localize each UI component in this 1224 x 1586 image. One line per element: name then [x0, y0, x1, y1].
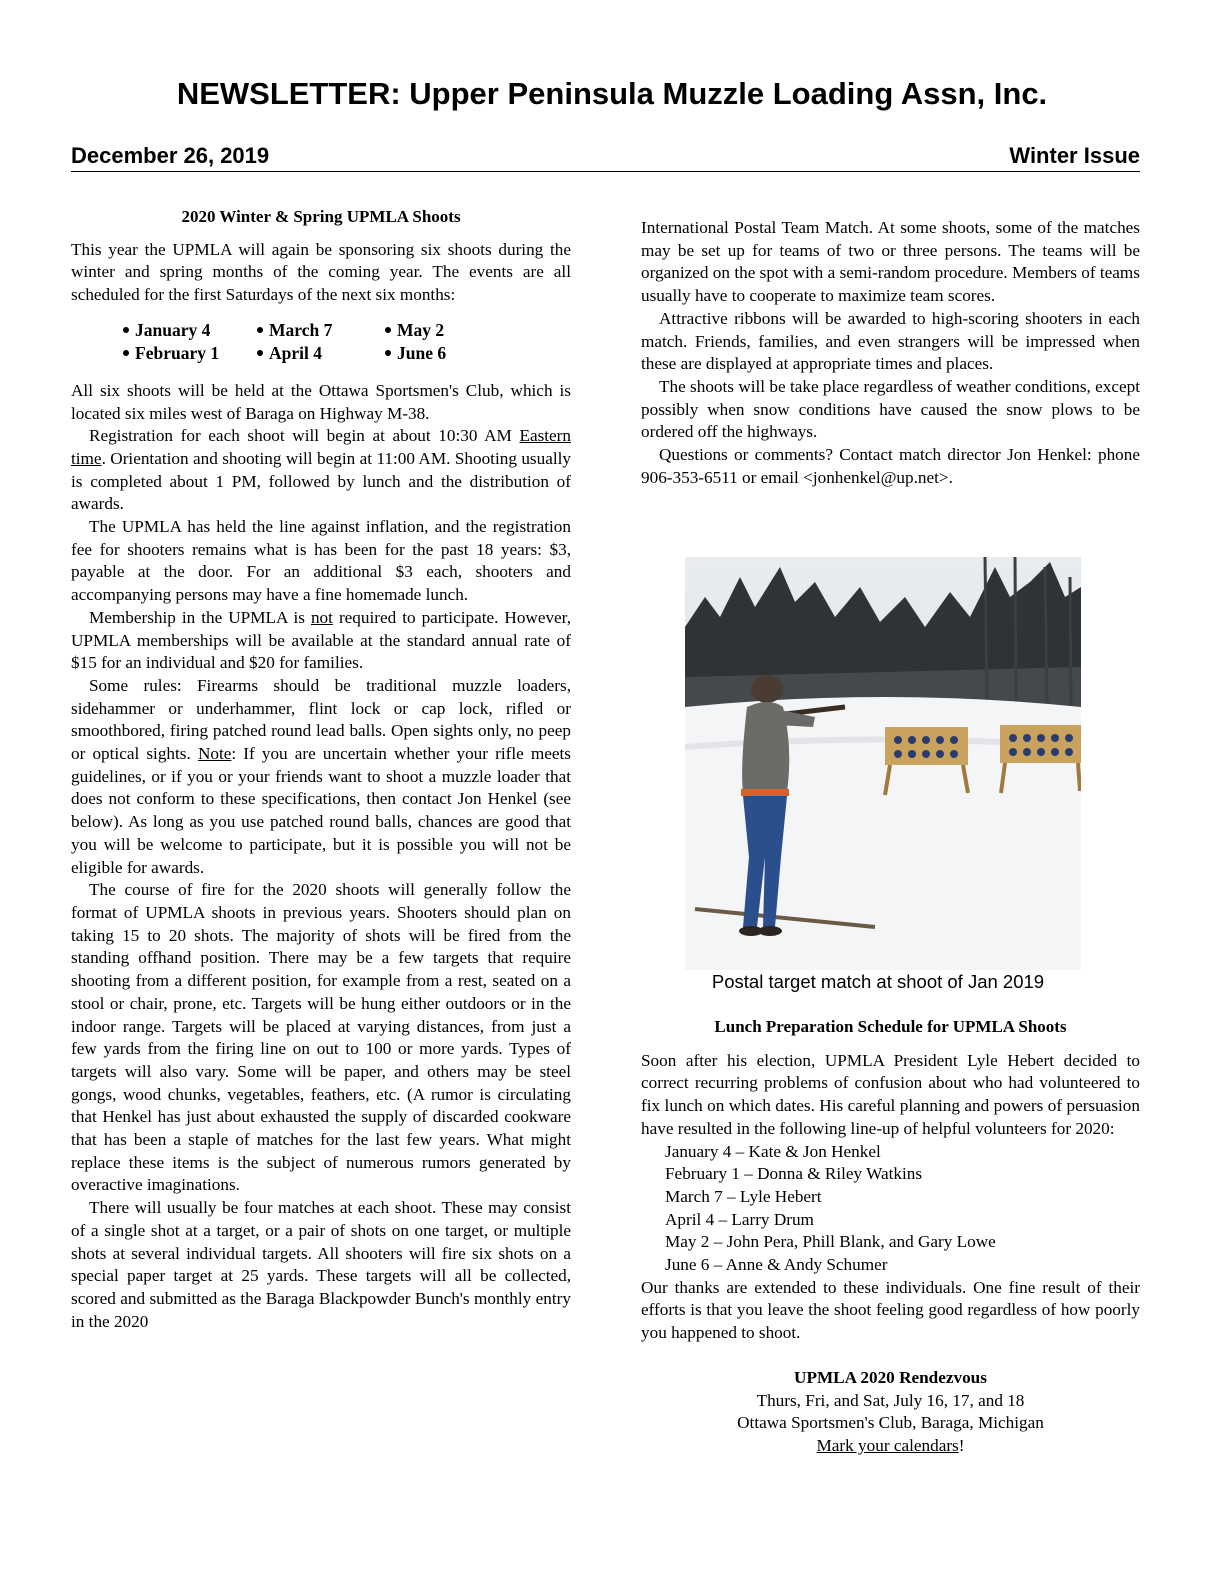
- lunch-heading: Lunch Preparation Schedule for UPMLA Shoots: [714, 1017, 1067, 1036]
- volunteer-item: January 4 – Kate & Jon Henkel: [665, 1141, 881, 1161]
- membership-paragraph: Membership in the UPMLA is not required to participate. However, UPMLA memberships will be available at the standard annual rate of $15 for an individual and $20 for families.: [71, 607, 572, 673]
- course-paragraph: The course of fire for the 2020 shoots will generally follow the format of UPMLA shoots in previous years. Shooters should plan on taking 15 to 20 shots. The majority of shots will be fired from the standing offhand position. There may be a few targets that require shooting from a different position, for example from a rest, seated on a stool or chair, prone, etc. Targets will be hung either outdoors or in the indoor range. Targets will be placed at varying distances, from just a few yards from the firing line on out to 100 or more yards. Types of targets will also vary. Some will be paper, and others may be steel gongs, wood chunks, vegetables, feathers, etc. (A rumor is circulating that Henkel has just about exhausted the supply of discarded cookware that has been a staple of matches for the last few years. What might replace these items is the subject of numerous rumors generated by overactive imaginations.: [71, 880, 571, 1195]
- volunteer-item: April 4 – Larry Drum: [665, 1209, 814, 1229]
- rendezvous-reminder: Mark your calendars!: [816, 1435, 965, 1455]
- issue-date: December 26, 2019: [71, 143, 270, 168]
- continued-paragraph: International Postal Team Match. At some shoots, some of the matches may be set up for teams of two or three persons. The teams will be organized on the spot with a semi-random procedure. Members of teams usually have to cooperate to maximize team scores.: [641, 218, 1140, 306]
- right-column: [641, 217, 1140, 489]
- shoot-date-item: June 6: [383, 342, 446, 365]
- volunteer-list: [641, 1141, 1140, 1277]
- weather-paragraph: The shoots will be take place regardless of weather conditions, except possibly when snow conditions have caused the snow plows to be ordered off the highways.: [641, 376, 1140, 442]
- shoot-date-item: April 4: [255, 342, 383, 365]
- shoots-intro: This year the UPMLA will again be sponsoring six shoots during the winter and spring months of the coming year. The events are all scheduled for the first Saturdays of the next six months:: [71, 239, 571, 305]
- matches-paragraph: There will usually be four matches at each shoot. These may consist of a single shot at a target, or a pair of shots on one target, or multiple shots at several individual targets. All shooters will fire six shots on a special paper target at 25 yards. These targets will all be collected, scored and submitted as the Baraga Blackpowder Bunch's monthly entry in the 2020: [71, 1198, 571, 1331]
- rendezvous-block: [641, 1367, 1140, 1458]
- issue-name: Winter Issue: [1009, 143, 1140, 168]
- lunch-section: [641, 1016, 1140, 1458]
- shoot-date-item: January 4: [121, 319, 255, 342]
- volunteer-item: June 6 – Anne & Andy Schumer: [665, 1255, 888, 1275]
- fee-paragraph: The UPMLA has held the line against inflation, and the registration fee for shooters remains what is has been for the past 18 years: $3, payable at the door. For an additional $3 each, shooters and accompanying persons may have a fine homemade lunch.: [71, 517, 571, 605]
- lunch-intro: Soon after his election, UPMLA President Lyle Hebert decided to correct recurring problems of confusion about who had volunteered to fix lunch on which dates. His careful planning and powers of persuasion have resulted in the following line-up of helpful volunteers for 2020:: [641, 1050, 1140, 1138]
- rendezvous-dates: Thurs, Fri, and Sat, July 16, 17, and 18: [756, 1390, 1025, 1410]
- registration-paragraph: Registration for each shoot will begin at about 10:30 AM Eastern time. Orientation and shooting will begin at 11:00 AM. Shooting usually is completed about 1 PM, followed by lunch and the distribution of awards.: [71, 426, 571, 514]
- thanks-paragraph: Our thanks are extended to these individuals. One fine result of their efforts is that you leave the shoot feeling good regardless of how poorly you happened to shoot.: [641, 1277, 1140, 1343]
- shoot-date-item: May 2: [383, 319, 446, 342]
- rendezvous-place: Ottawa Sportsmen's Club, Baraga, Michigan: [737, 1413, 1044, 1433]
- contact-paragraph: Questions or comments? Contact match director Jon Henkel: phone 906-353-6511 or email <jonhenkel@up.net>.: [641, 445, 1140, 487]
- location-paragraph: All six shoots will be held at the Ottawa Sportsmen's Club, which is located six miles west of Baraga on Highway M-38.: [71, 380, 571, 423]
- left-column: [71, 206, 571, 1333]
- shoot-dates-list: [121, 319, 571, 365]
- newsletter-masthead: NEWSLETTER: Upper Peninsula Muzzle Loading Assn, Inc.: [176, 76, 1048, 111]
- volunteer-item: February 1 – Donna & Riley Watkins: [665, 1164, 923, 1184]
- ribbons-paragraph: Attractive ribbons will be awarded to high-scoring shooters in each match. Friends, families, and even strangers will be impressed when these are displayed at appropriate times and places.: [641, 308, 1140, 374]
- volunteer-item: March 7 – Lyle Hebert: [665, 1186, 822, 1206]
- volunteer-item: May 2 – John Pera, Phill Blank, and Gary Lowe: [665, 1232, 996, 1252]
- rules-paragraph: Some rules: Firearms should be traditional muzzle loaders, sidehammer or underhammer, flint lock or cap lock, rifled or smoothbored, firing patched round lead balls. Open sights only, no peep or optical sights. Note: If you are uncertain whether your rifle meets guidelines, or if you or your friends want to shoot a muzzle loader that does not conform to these specifications, then contact Jon Henkel (see below). As long as you use patched round balls, chances are good that you will be welcome to participate, but it is possible you will not be eligible for awards.: [71, 675, 571, 877]
- shoots-heading: 2020 Winter & Spring UPMLA Shoots: [181, 207, 461, 226]
- dateline: [71, 143, 1140, 172]
- rendezvous-heading: UPMLA 2020 Rendezvous: [794, 1367, 987, 1387]
- shooter-photo: [685, 557, 1081, 970]
- shoot-date-item: March 7: [255, 319, 383, 342]
- photo-caption: Postal target match at shoot of Jan 2019: [711, 971, 1045, 992]
- shoot-date-item: February 1: [121, 342, 255, 365]
